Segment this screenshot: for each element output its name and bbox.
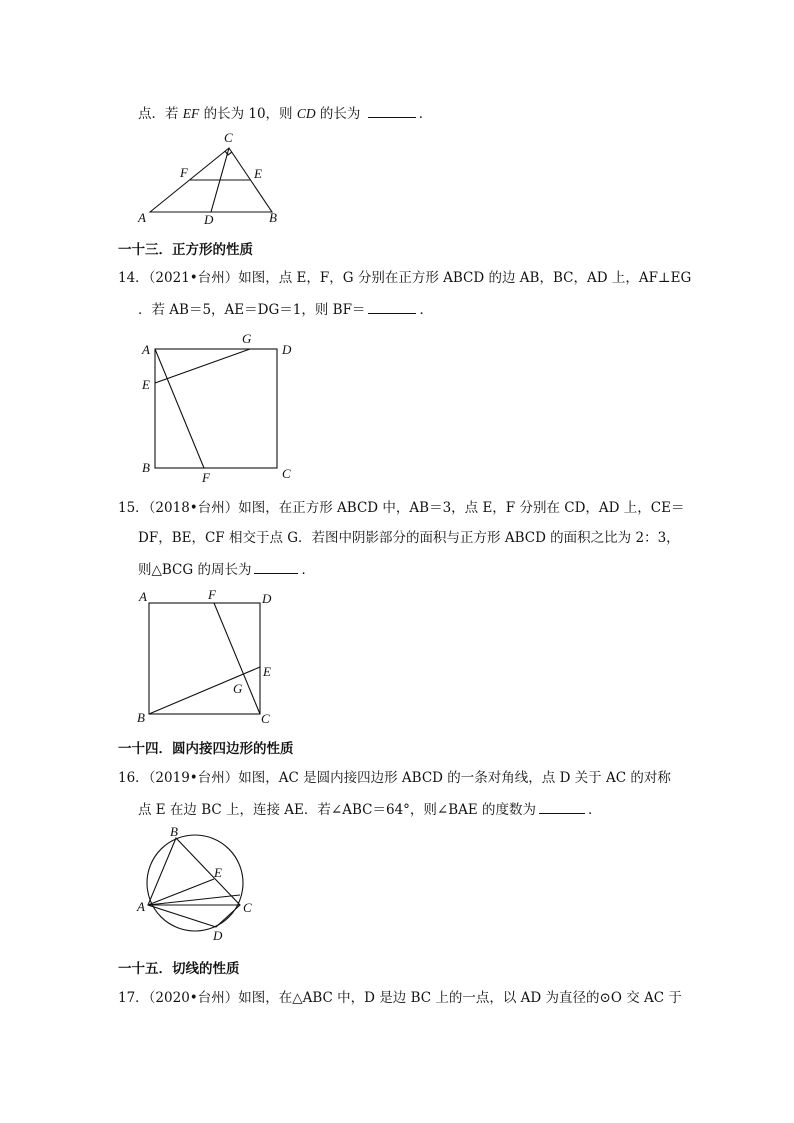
- q14-text: ．: [419, 302, 433, 318]
- label-g: G: [242, 331, 252, 346]
- label-d: D: [282, 342, 292, 357]
- label-d: D: [262, 591, 272, 606]
- label-c: C: [282, 466, 291, 481]
- q13-segment-cd: CD: [296, 106, 316, 121]
- label-e: E: [142, 377, 150, 392]
- label-a: A: [142, 342, 150, 357]
- q16-text: ．: [588, 802, 602, 818]
- label-e: E: [263, 664, 271, 679]
- label-g: G: [233, 681, 243, 696]
- label-f: F: [208, 587, 216, 602]
- q16-text: 点 E 在边 BC 上，连接 AE．若∠ABC＝64°，则∠BAE 的度数为: [138, 802, 537, 818]
- q13-text: 点．若: [138, 106, 183, 122]
- label-e: E: [214, 865, 222, 880]
- label-c: C: [243, 900, 252, 915]
- label-c: C: [224, 130, 233, 145]
- q14-text: ．若 AB＝5，AE＝DG＝1，则 BF＝: [138, 302, 366, 318]
- q14-line1: 14．（2021•台州）如图，点 E，F，G 分别在正方形 ABCD 的边 AB，BC，AD 上，AF⊥EG: [118, 270, 692, 286]
- q15-text: 则△BCG 的周长为: [138, 562, 252, 578]
- q15-line1: 15．（2018•台州）如图，在正方形 ABCD 中，AB＝3，点 E，F 分别在 CD，AD 上，CE＝: [118, 500, 685, 516]
- label-b: B: [269, 210, 277, 225]
- label-e: E: [254, 166, 262, 181]
- label-b: B: [142, 460, 150, 475]
- section-heading: 一十四．圆内接四边形的性质: [118, 741, 294, 757]
- quadrilateral-abcd: [148, 838, 240, 927]
- q15-line2: DF，BE，CF 相交于点 G．若图中阴影部分的面积与正方形 ABCD 的面积之比为 2：3，: [138, 530, 680, 546]
- label-a: A: [137, 899, 145, 914]
- q15-text: ．: [301, 562, 315, 578]
- q13-text: ．: [418, 106, 433, 122]
- section-heading: 一十五．切线的性质: [118, 961, 240, 977]
- label-a: A: [139, 589, 147, 604]
- q16-line1: 16．（2019•台州）如图，AC 是圆内接四边形 ABCD 的一条对角线，点 D 关于 AC 的对称: [118, 770, 671, 786]
- label-d: D: [213, 928, 223, 943]
- q13-text: 的长为 10，则: [199, 106, 297, 122]
- label-c: C: [261, 711, 270, 726]
- label-f: F: [180, 165, 188, 180]
- section-heading: 一十三．正方形的性质: [118, 242, 253, 258]
- label-b: B: [170, 824, 178, 839]
- q17-line1: 17．（2020•台州）如图，在△ABC 中，D 是边 BC 上的一点，以 AD 为直径的⊙O 交 AC 于: [118, 990, 682, 1006]
- q13-segment-ef: EF: [182, 106, 200, 121]
- label-f: F: [202, 470, 210, 485]
- label-a: A: [138, 210, 146, 225]
- label-d: D: [204, 212, 214, 227]
- label-b: B: [137, 710, 145, 725]
- circle: [147, 835, 243, 931]
- q13-text: 的长为: [315, 106, 365, 122]
